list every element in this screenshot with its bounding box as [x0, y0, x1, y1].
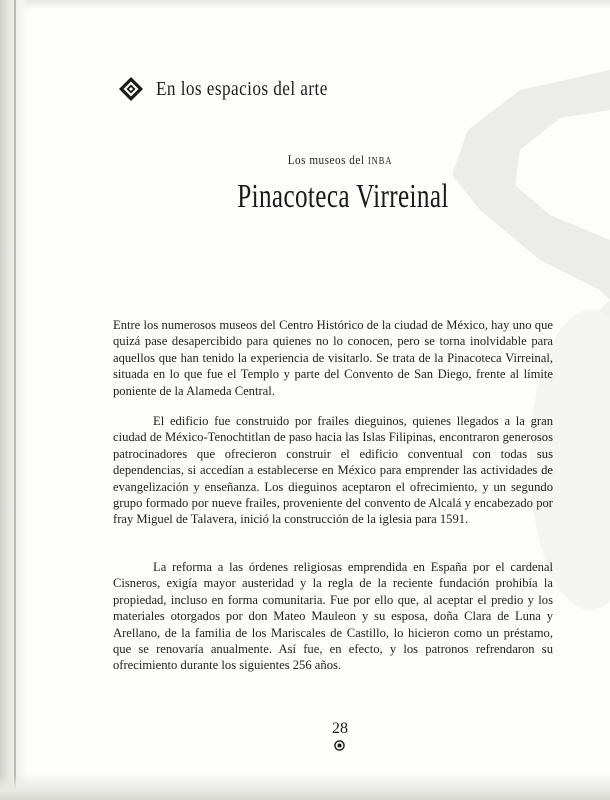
section-header — [118, 76, 356, 102]
section-title: En los espacios del arte — [156, 77, 328, 100]
body-paragraph-3: La reforma a las órdenes religiosas emprendida en España por el cardenal Cisneros, exigía mayor austeridad y la regla de la reciente fundación prohibía la propiedad, incluso en forma comunitaria. Fue por ello que, al aceptar el predio y los materiales otorgados por don Mateo Mauleon y su esposa, doña Clara de Luna y Arellano, de la familia de los Mariscales de Castillo, lo hicieron como un préstamo, que se renovaría anualmente. Así fue, en efecto, y los patronos refrendaron su ofrecimiento durante los siguientes 256 años. — [113, 560, 553, 673]
body-paragraph-2: El edificio fue construido por frailes dieguinos, quienes llegados a la gran ciudad de México-Tenochtitlan de paso hacia las Islas Filipinas, encontraron generosos patrocinadores que ofrecieron construir el edificio conventual con todas sus dependencias, si accedían a establecerse en México para emprender las actividades de evangelización y enseñanza. Los dieguinos aceptaron el ofrecimiento, y un segundo grupo formado por nueve frailes, proveniente del convento de Alcalá y encabezado por fray Miguel de Talavera, inició la construcción de la iglesia para 1591. — [113, 414, 553, 527]
kicker-org: INBA — [367, 156, 393, 167]
diamond-ornament-icon — [118, 76, 144, 102]
page-number: 28 — [332, 720, 348, 737]
folio-mark — [334, 740, 345, 751]
body-paragraph-1: Entre los numerosos museos del Centro Histórico de la ciudad de México, hay uno que quizá pase desapercibido para quienes no lo conocen, pero se torna inolvidable para aquellos que han tenido la experiencia de visitarlo. Se trata de la Pinacoteca Virreinal, situada en lo que fue el Templo y parte del Convento de San Diego, frente al límite poniente de la Alameda Central. — [113, 318, 553, 398]
kicker-text: Los museos del — [287, 152, 368, 167]
article-kicker — [48, 152, 610, 168]
article-title: Pinacoteca Virreinal — [237, 178, 449, 215]
